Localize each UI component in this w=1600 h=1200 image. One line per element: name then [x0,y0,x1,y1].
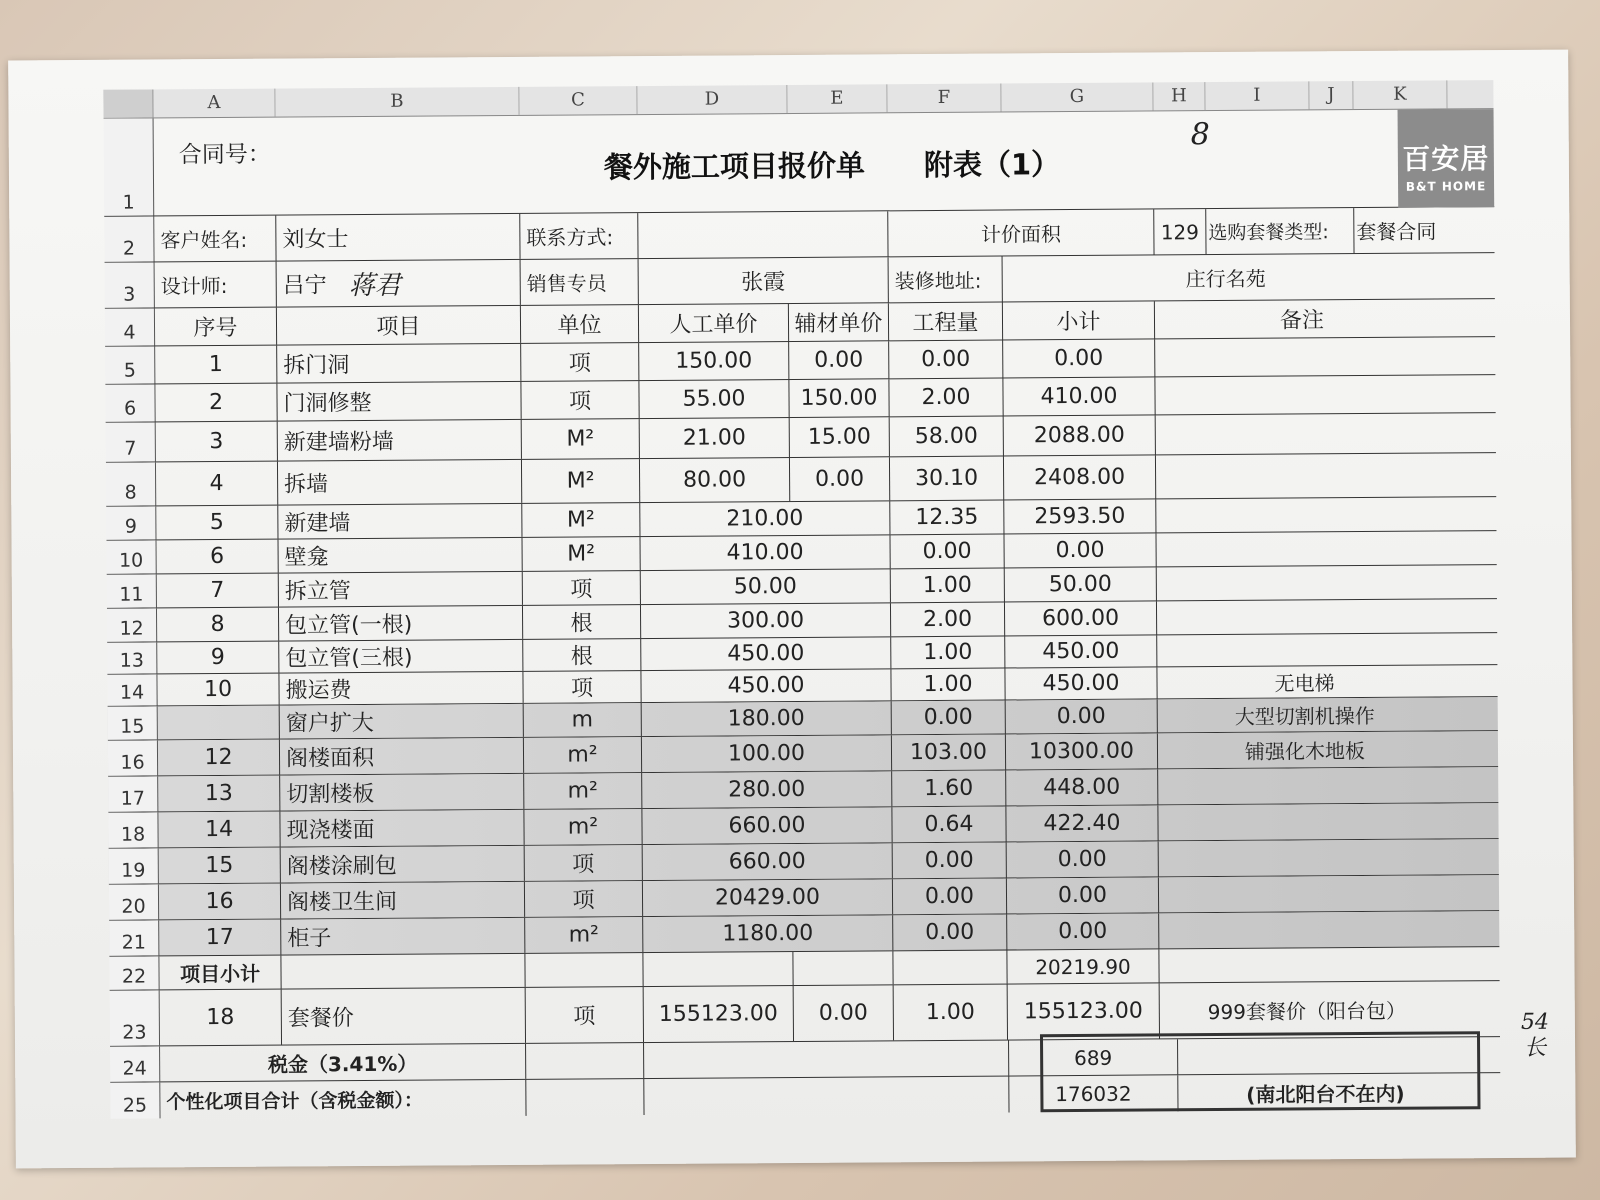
tax-row: 24 税金（3.41%） 689 [110,1037,1500,1083]
row-number: 21 [109,920,159,955]
item-name: 拆门洞 [277,344,521,383]
header-subtotal: 小计 [1003,301,1155,339]
row-number: 16 [108,740,158,775]
subtotal-label: 项目小计 [159,956,281,990]
item-subtotal: 450.00 [1005,667,1157,699]
designer-name: 吕宁 [282,273,327,299]
header-labor-price: 人工单价 [639,304,789,342]
item-name: 阁楼卫生间 [281,882,525,919]
logo-cn-text: 百安居 [1402,142,1490,176]
item-no: 17 [159,920,281,956]
item-note [1156,413,1450,454]
item-quantity: 0.00 [893,843,1007,879]
item-unit: m² [524,773,642,809]
item-subtotal: 410.00 [1003,377,1155,415]
item-labor-price: 450.00 [641,637,891,670]
address-label: 装修地址: [889,257,1003,303]
item-subtotal: 2593.50 [1004,499,1156,533]
row-number: 8 [106,462,156,505]
item-name: 拆墙 [278,460,522,505]
item-no: 12 [158,740,280,776]
package-subtotal: 155123.00 [1008,983,1160,1039]
item-name: 新建墙 [278,504,522,539]
package-name: 套餐价 [282,988,526,1045]
item-unit: M² [522,459,640,503]
item-labor-price: 150.00 [639,342,789,380]
designer-signature: 蒋君 [348,270,401,302]
item-no: 3 [156,422,278,462]
package-labor: 155123.00 [644,986,794,1042]
item-no: 16 [159,884,281,920]
total-label: 个性化项目合计（含税金额）： [160,1080,526,1119]
item-subtotal: 600.00 [1005,601,1157,635]
item-unit: m² [524,737,642,773]
item-labor-price: 300.00 [641,603,891,638]
item-name: 阁楼涂刷包 [281,846,525,883]
item-labor-price: 660.00 [642,807,892,844]
item-quantity: 0.00 [893,879,1007,915]
header-material-price: 辅材单价 [789,303,889,341]
item-subtotal: 0.00 [1007,841,1159,877]
contact-label: 联系方式: [520,213,638,259]
item-unit: 项 [525,845,643,881]
item-unit: 项 [523,571,641,605]
item-unit: 项 [521,381,639,419]
handwritten-number: 8 [1190,117,1210,153]
col-b: B [275,87,519,117]
total-value: 176032 [1008,1075,1178,1112]
total-row: 25 个性化项目合计（含税金额）： 176032 (南北阳台不在内) [110,1073,1500,1119]
item-no: 13 [158,776,280,812]
package-no: 18 [160,990,282,1046]
item-labor-price: 410.00 [640,535,890,570]
item-labor-price: 80.00 [640,458,790,502]
item-note [1158,767,1452,804]
item-name: 现浇楼面 [280,810,524,847]
item-note [1159,875,1453,912]
item-material-price: 0.00 [790,457,890,501]
row-number: 15 [108,706,158,739]
item-unit: M² [522,537,640,571]
item-quantity: 2.00 [891,603,1005,637]
area-label: 计价面积 [888,209,1154,256]
item-no: 15 [159,848,281,884]
page-title: 餐外施工项目报价单 [603,148,866,185]
item-no: 7 [157,574,279,608]
item-no: 10 [157,674,279,706]
item-subtotal: 450.00 [1005,635,1157,667]
item-name: 柜子 [281,918,525,955]
item-note [1159,839,1453,876]
item-quantity: 0.00 [890,535,1004,569]
item-note [1156,531,1450,566]
item-labor-price: 210.00 [640,501,890,536]
package-type-label: 选购套餐类型: [1206,208,1354,254]
header-quantity: 工程量 [889,303,1003,341]
item-no: 8 [157,608,279,642]
item-quantity: 103.00 [892,735,1006,771]
item-name: 切割楼板 [280,774,524,811]
row-number: 1 [104,118,155,215]
package-unit: 项 [526,987,644,1043]
item-labor-price: 280.00 [642,771,892,808]
item-no: 9 [157,642,279,674]
row-number: 14 [107,674,157,705]
area-value: 129 [1154,209,1206,254]
company-logo [1398,109,1495,208]
item-unit: M² [522,419,640,459]
subtotal-value: 20219.90 [1007,949,1159,983]
sheet-rows [104,109,1501,1119]
item-note [1157,599,1451,634]
header-unit: 单位 [521,305,639,343]
tax-value: 689 [1008,1039,1178,1075]
select-all-corner [103,89,153,117]
item-name: 窗户扩大 [280,704,524,739]
sales-name: 张霞 [639,257,889,304]
item-unit: 项 [523,671,641,703]
item-note: 无电梯 [1274,671,1335,696]
row-number: 5 [105,346,155,383]
item-labor-price: 450.00 [641,669,891,702]
item-note [1155,375,1449,414]
item-subtotal: 2408.00 [1004,455,1156,499]
item-quantity: 0.00 [892,701,1006,735]
appendix-label: 附表（1） [923,147,1061,183]
sales-label: 销售专员 [521,259,639,305]
col-g: G [1001,82,1153,111]
info-row-customer: 2 客户姓名: 刘女士 联系方式: 计价面积 129 选购套餐类型: 套餐合同 [104,207,1494,263]
item-quantity: 0.00 [889,341,1003,379]
col-a: A [153,89,275,118]
item-no [158,706,280,740]
item-name: 包立管(一根) [279,606,523,641]
row-number: 11 [107,574,157,607]
item-subtotal: 0.00 [1004,533,1156,567]
item-unit: 项 [525,881,643,917]
col-h: H [1153,82,1205,110]
col-e: E [787,84,887,113]
row-number: 17 [108,776,158,811]
contact-value [638,211,888,258]
item-labor-price: 100.00 [642,735,892,772]
item-unit: m² [524,809,642,845]
tax-label: 税金（3.41%） [160,1044,526,1082]
designer-cell [277,260,521,307]
row-number: 13 [107,642,157,673]
margin-note: 54长 [1520,1009,1549,1061]
item-subtotal: 50.00 [1005,567,1157,601]
item-quantity: 1.00 [891,569,1005,603]
item-no: 14 [158,812,280,848]
row-number: 6 [105,384,155,421]
row-number: 20 [109,884,159,919]
package-row: 23 18 套餐价 项 155123.00 0.00 1.00 155123.00 999套餐价（阳台包） [110,981,1500,1047]
item-labor-price: 180.00 [642,701,892,736]
item-quantity: 0.00 [893,915,1007,951]
table-header-row: 4 序号 项目 单位 人工单价 辅材单价 工程量 小计 备注 [105,299,1495,347]
item-subtotal: 0.00 [1003,339,1155,377]
item-unit: 项 [521,343,639,381]
handdrawn-box [1040,1031,1481,1112]
item-name: 搬运费 [279,672,523,705]
item-labor-price: 55.00 [639,380,789,418]
item-labor-price: 50.00 [641,569,891,604]
item-no: 1 [155,346,277,384]
row-number: 12 [107,608,157,641]
col-f: F [887,84,1001,113]
col-i: I [1205,81,1309,110]
item-name: 拆立管 [279,572,523,607]
item-subtotal: 2088.00 [1004,415,1156,455]
item-name: 阁楼面积 [280,738,524,775]
item-name: 新建墙粉墙 [278,420,522,461]
header-no: 序号 [155,308,277,346]
info-row-designer: 3 设计师: 吕宁 蒋君 销售专员 张霞 装修地址: 庄行名苑 [105,253,1495,309]
item-labor-price: 1180.00 [643,915,893,952]
item-subtotal: 0.00 [1007,913,1159,949]
logo-en-text: B&T HOME [1405,179,1487,194]
customer-label: 客户姓名: [154,216,276,262]
total-note: (南北阳台不在内) [1246,1081,1405,1107]
item-unit: 根 [523,605,641,639]
item-material-price: 150.00 [789,379,889,417]
col-j: J [1309,81,1353,109]
item-note: 铺强化木地板 [1244,739,1366,764]
item-note [1155,337,1449,376]
item-rows [105,337,1499,957]
row-number: 19 [109,848,159,883]
item-subtotal: 0.00 [1007,877,1159,913]
header-item: 项目 [277,306,521,345]
item-no: 5 [156,506,278,540]
designer-label: 设计师: [155,262,277,308]
item-no: 2 [155,384,277,422]
item-note [1157,565,1451,600]
item-note [1157,633,1451,666]
contract-label: 合同号： [178,141,271,169]
item-quantity: 1.60 [892,771,1006,807]
item-unit: 根 [523,639,641,671]
spreadsheet [103,80,1500,1119]
item-name: 门洞修整 [277,382,521,421]
row-number: 7 [106,422,156,461]
item-no: 6 [157,540,279,574]
customer-name: 刘女士 [276,214,520,261]
item-note [1158,803,1452,840]
item-name: 壁龛 [279,538,523,573]
item-note [1159,911,1453,948]
item-subtotal: 448.00 [1006,769,1158,805]
item-subtotal: 422.40 [1006,805,1158,841]
item-material-price: 0.00 [789,341,889,379]
item-quantity: 0.64 [892,807,1006,843]
row-number: 18 [108,812,158,847]
title-row [104,109,1495,217]
col-c: C [519,86,637,115]
package-type-value: 套餐合同 [1356,219,1437,245]
address-value: 庄行名苑 [1185,266,1266,292]
col-k: K [1353,80,1447,109]
item-note [1156,453,1450,498]
item-unit: m [524,703,642,737]
item-labor-price: 660.00 [643,843,893,880]
item-no: 4 [156,462,278,506]
subtotal-row: 22 项目小计 20219.90 [109,947,1499,991]
item-subtotal: 10300.00 [1006,733,1158,769]
paper-sheet [8,50,1576,1169]
item-quantity: 1.00 [891,637,1005,669]
item-labor-price: 21.00 [640,418,790,458]
header-remarks: 备注 [1279,308,1325,334]
item-note [1156,497,1450,532]
item-quantity: 1.00 [891,669,1005,701]
item-quantity: 12.35 [890,501,1004,535]
package-material: 0.00 [794,985,894,1041]
item-labor-price: 20429.00 [643,879,893,916]
item-material-price: 15.00 [790,417,890,457]
package-qty: 1.00 [894,985,1008,1041]
package-note: 999套餐价（阳台包） [1207,998,1406,1025]
item-name: 包立管(三根) [279,640,523,673]
row-number: 10 [107,540,157,573]
item-unit: M² [522,503,640,537]
item-unit: m² [525,917,643,953]
item-subtotal: 0.00 [1006,699,1158,733]
row-number: 9 [106,506,156,539]
item-quantity: 30.10 [890,457,1004,501]
item-quantity: 2.00 [889,379,1003,417]
col-d: D [637,85,787,114]
item-note: 大型切割机操作 [1234,703,1375,729]
item-quantity: 58.00 [890,417,1004,457]
